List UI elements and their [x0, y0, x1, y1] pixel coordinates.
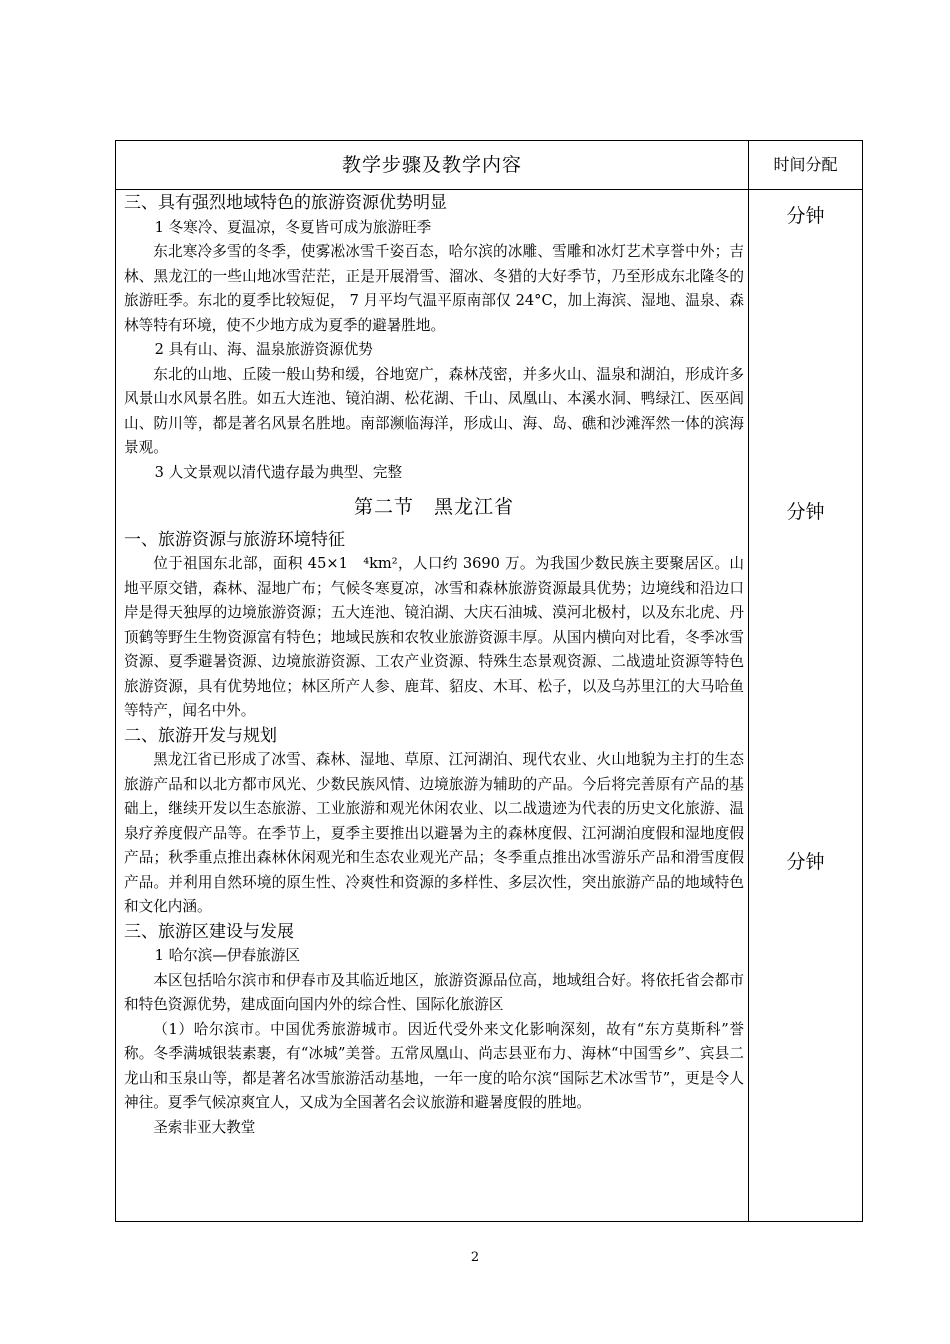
paragraph: 东北寒冷多雪的冬季，使雾凇冰雪千姿百态，哈尔滨的冰雕、雪雕和冰灯艺术享誉中外；吉林、黑龙江的一些山地冰雪茫茫，正是开展滑雪、溜冰、冬猎的大好季节，乃至形成东北隆冬的旅游旺季。东北的夏季比较短促， 7 月平均气温平原南部仅 24°C，加上海滨、湿地、温泉、森林等特有环境，使不少地方成为夏季的避暑胜地。	[124, 243, 744, 334]
lesson-table	[115, 140, 863, 1222]
table-header	[116, 141, 862, 190]
paragraph: 圣索非亚大教堂	[153, 1118, 256, 1136]
page-number: 2	[470, 1250, 480, 1265]
time-label: 分钟	[786, 501, 825, 523]
header-content-label: 教学步骤及教学内容	[341, 154, 522, 176]
paragraph: 位于祖国东北部，面积 45×1 ⁴km²，人口约 3690 万。为我国少数民族主要聚居区。山地平原交错，森林、湿地广布；气候冬寒夏凉，冰雪和森林旅游资源最具优势；边境线和沿边口岸是得天独厚的边境旅游资源；五大连池、镜泊湖、大庆石油城、漠河北极村，以及东北虎、丹顶鹤等野生生物资源富有特色；地域民族和农牧业旅游资源丰厚。从国内横向对比看，冬季冰雪资源、夏季避暑资源、边境旅游资源、工农产业资源、特殊生态景观资源、二战遗址资源等特色旅游资源，具有优势地位；林区所产人参、鹿茸、貂皮、木耳、松子，以及乌苏里江的大马哈鱼等特产，闻名中外。	[124, 555, 744, 719]
time-label: 分钟	[786, 205, 825, 227]
section-heading: 二、旅游开发与规划	[124, 725, 277, 746]
section-heading: 一、旅游资源与旅游环境特征	[124, 529, 345, 550]
lesson-content	[124, 191, 744, 1140]
paragraph: 本区包括哈尔滨市和伊春市及其临近地区，旅游资源品位高，地域组合好。将依托省会都市和特色资源优势，建成面向国内外的综合性、国际化旅游区	[124, 971, 744, 1013]
chapter-title: 第二节 黑龙江省	[353, 496, 514, 518]
time-label: 分钟	[786, 851, 825, 873]
column-divider	[748, 141, 749, 1221]
header-time-label: 时间分配	[773, 155, 838, 174]
subheading: 3 人文景观以清代遗存最为典型、完整	[154, 463, 403, 481]
paragraph: 东北的山地、丘陵一般山势和缓，谷地宽广，森林茂密，并多火山、温泉和湖泊，形成许多风景山水风景名胜。如五大连池、镜泊湖、松花湖、千山、凤凰山、本溪水洞、鸭绿江、医巫闾山、防川等，都是著名风景名胜地。南部濒临海洋，形成山、海、岛、礁和沙滩浑然一体的滨海景观。	[124, 365, 744, 456]
paragraph: （1）哈尔滨市。中国优秀旅游城市。因近代受外来文化影响深刻，故有“东方莫斯科”誉称。冬季满城银装素裹，有“冰城”美誉。五常凤凰山、尚志县亚布力、海林“中国雪乡”、宾县二龙山和玉泉山等，都是著名冰雪旅游活动基地，一年一度的哈尔滨“国际艺术冰雪节”，更是令人神往。夏季气候凉爽宜人，又成为全国著名会议旅游和避暑度假的胜地。	[124, 1020, 744, 1111]
section-heading: 三、旅游区建设与发展	[124, 921, 294, 942]
subheading: 2 具有山、海、温泉旅游资源优势	[154, 341, 373, 358]
section-heading: 三、具有强烈地域特色的旅游资源优势明显	[124, 193, 447, 213]
paragraph: 黑龙江省已形成了冰雪、森林、湿地、草原、江河湖泊、现代农业、火山地貌为主打的生态旅游产品和以北方都市风光、少数民族风情、边境旅游为辅助的产品。今后将完善原有产品的基础上，继续开发以生态旅游、工业旅游和观光休闲农业、以二战遗迹为代表的历史文化旅游、温泉疗养度假产品等。在季节上，夏季主要推出以避暑为主的森林度假、江河湖泊度假和湿地度假产品；秋季重点推出森林休闲观光和生态农业观光产品；冬季重点推出冰雪游乐产品和滑雪度假产品。并利用自然环境的原生性、冷爽性和资源的多样性、多层次性，突出旅游产品的地域特色和文化内涵。	[124, 751, 744, 915]
subheading: 1 冬寒冷、夏温凉，冬夏皆可成为旅游旺季	[154, 218, 432, 236]
subheading: 1 哈尔滨—伊春旅游区	[154, 947, 300, 964]
